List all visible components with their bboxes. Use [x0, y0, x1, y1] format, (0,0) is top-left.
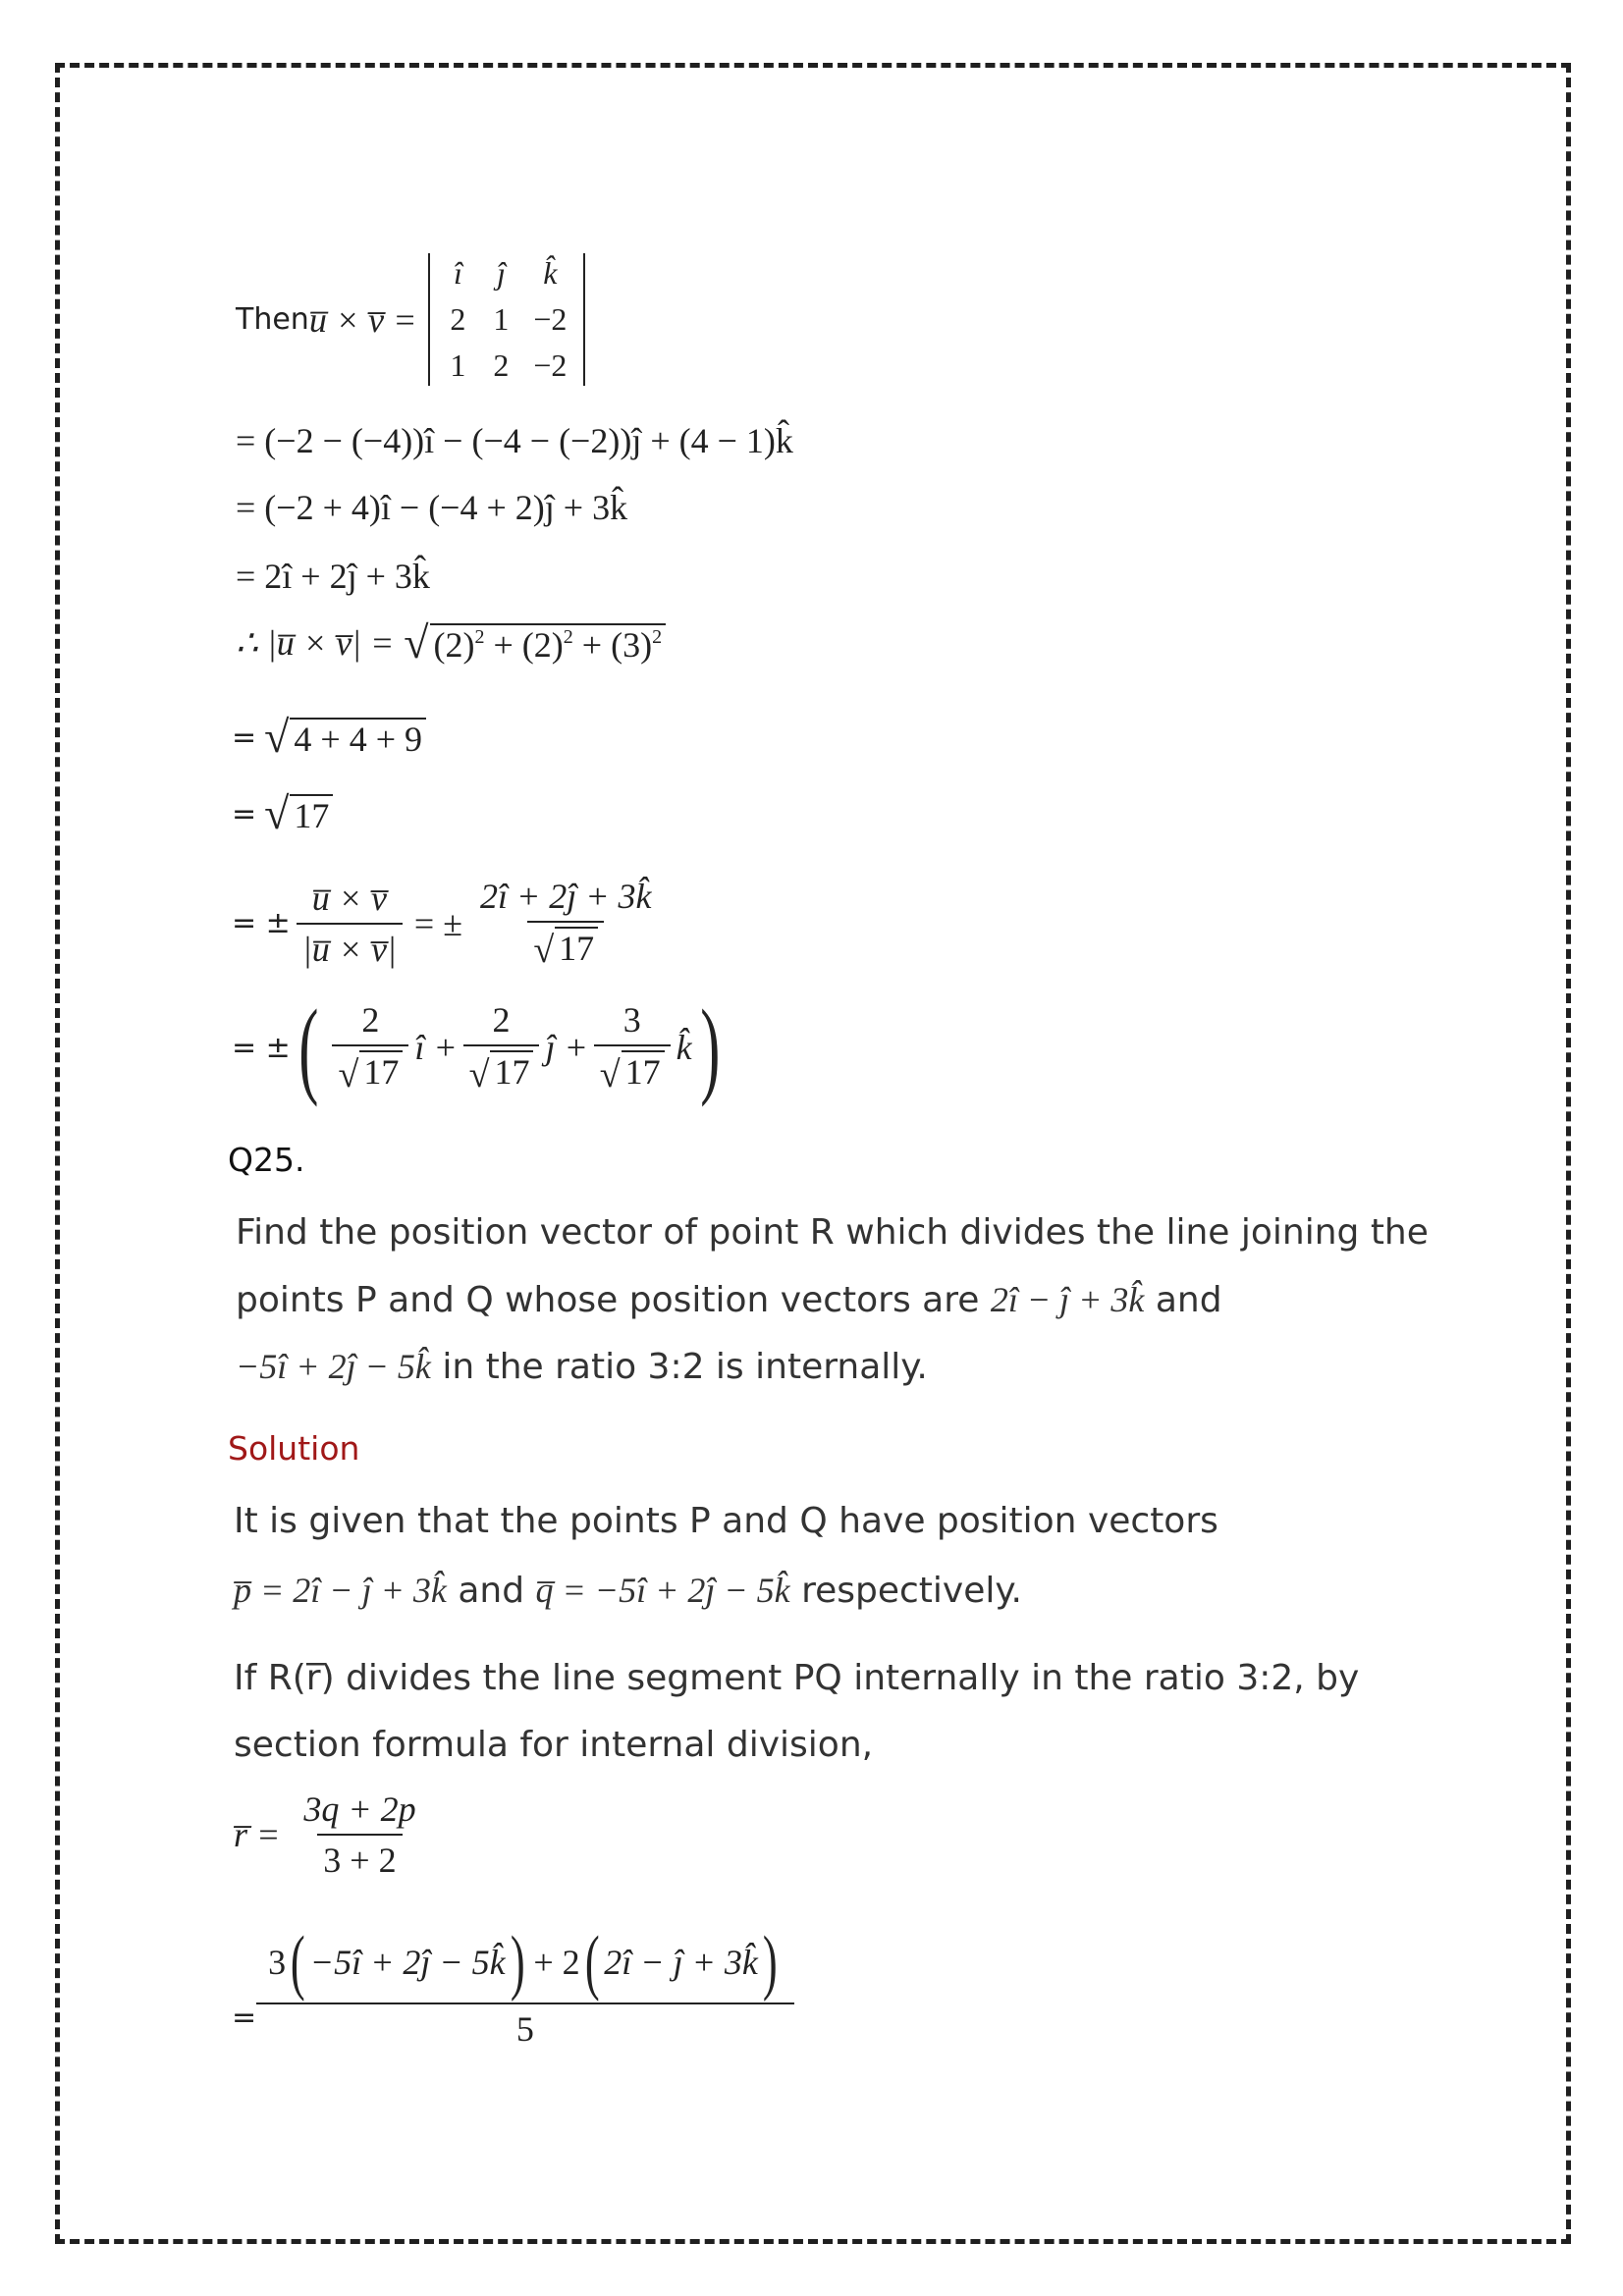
radicand: 17	[555, 927, 598, 969]
question-line-3	[236, 1333, 928, 1401]
numerator	[262, 1922, 787, 2002]
right-paren-icon: )	[762, 1922, 778, 2002]
det-cell: 1	[493, 301, 510, 337]
fraction	[332, 999, 408, 1095]
radicand: 4 + 4 + 9	[290, 718, 426, 760]
cross-lhs: u̅ × v̅ =	[308, 299, 417, 340]
unit-i: î +	[414, 1028, 458, 1067]
solution-line-4: section formula for internal division,	[234, 1725, 874, 1765]
radical	[469, 1050, 534, 1093]
radical	[600, 1050, 665, 1093]
det-cell: −2	[533, 301, 568, 337]
right-paren-icon: )	[699, 988, 721, 1107]
r-lhs: r̅ =	[234, 1815, 281, 1854]
vector-p: 2î − ĵ + 3k̂	[604, 1943, 758, 1982]
sqrt-icon: √	[599, 1053, 621, 1095]
math-expression: −5î + 2ĵ − 5k̂	[236, 1347, 431, 1386]
magnitude-step-sum	[232, 712, 426, 762]
term: + (3)	[581, 624, 653, 665]
fraction	[297, 878, 403, 970]
unit-vector-line	[232, 876, 664, 971]
coefficient: + 2	[533, 1943, 580, 1982]
text: and	[446, 1571, 536, 1611]
then-label: Then	[236, 302, 309, 337]
radical	[533, 927, 598, 972]
radicand	[430, 623, 667, 666]
magnitude-line	[236, 617, 666, 667]
unit-k: k̂	[676, 1028, 692, 1067]
question-line-2	[236, 1266, 1222, 1334]
text: points P and Q whose position vectors are	[236, 1280, 991, 1320]
question-label: Q25.	[228, 1141, 305, 1179]
plus-minus: = ±	[232, 906, 291, 941]
numerator: u̅ × v̅	[311, 878, 387, 918]
plus-minus: = ±	[413, 903, 462, 943]
det-cell: ĵ	[496, 255, 506, 291]
exp: 2	[563, 625, 573, 648]
sqrt-icon: √	[264, 712, 290, 762]
math-expression: p̅ = 2î − ĵ + 3k̂	[234, 1571, 447, 1610]
equals-sign: =	[232, 796, 257, 831]
numerator: 2î + 2ĵ + 3k̂	[479, 877, 652, 916]
radicand: 17	[359, 1050, 403, 1093]
coefficient: 3	[268, 1943, 287, 1982]
numerator: 3q + 2p	[303, 1789, 416, 1829]
det-cell: 2	[493, 347, 510, 383]
left-paren-icon: (	[298, 988, 319, 1107]
sqrt-icon: √	[468, 1053, 490, 1095]
expansion-step-2: = (−2 + 4)î − (−4 + 2)ĵ + 3k̂	[236, 488, 628, 527]
determinant-matrix	[428, 253, 585, 386]
numerator: 2	[361, 1000, 380, 1041]
expansion-step-3: = 2î + 2ĵ + 3k̂	[236, 557, 430, 596]
math-expression: q̅ = −5î + 2ĵ − 5k̂	[535, 1571, 790, 1610]
left-paren-icon: (	[291, 1922, 305, 2002]
term: + (2)	[493, 624, 564, 665]
radicand: 17	[290, 794, 333, 836]
radical	[264, 712, 426, 762]
det-cell: k̂	[543, 255, 558, 291]
radical	[264, 788, 333, 838]
vector-q: −5î + 2ĵ − 5k̂	[309, 1943, 506, 1982]
sqrt-icon: √	[264, 788, 290, 838]
expansion-step-1: = (−2 − (−4))î − (−4 − (−2))ĵ + (4 − 1)k̂	[236, 421, 793, 460]
text: respectively.	[789, 1571, 1022, 1611]
denominator	[527, 921, 604, 971]
sqrt-icon: √	[533, 930, 555, 972]
sqrt-icon: √	[404, 617, 429, 667]
numerator: 3	[622, 1000, 641, 1041]
term: (2)	[433, 624, 475, 665]
solution-line-1: It is given that the points P and Q have position vectors	[234, 1501, 1218, 1541]
unit-vector-components	[232, 988, 728, 1107]
solution-label: Solution	[228, 1429, 360, 1468]
denominator: |u̅ × v̅|	[297, 923, 403, 970]
radical	[338, 1050, 403, 1093]
denominator: 5	[256, 2002, 793, 2050]
right-paren-icon: )	[510, 1922, 525, 2002]
solution-line-2	[234, 1557, 1022, 1625]
det-cell: î	[453, 255, 462, 291]
text: in the ratio 3:2 is internally.	[430, 1347, 928, 1387]
fraction	[474, 876, 658, 971]
cross-product-determinant	[236, 253, 585, 386]
radicand: 17	[622, 1050, 665, 1093]
text: and	[1144, 1280, 1222, 1320]
magnitude-lhs: ∴ |u̅ × v̅| =	[236, 623, 395, 663]
math-expression: 2î − ĵ + 3k̂	[990, 1280, 1145, 1319]
question-line-1: Find the position vector of point R which divides the line joining the	[236, 1212, 1429, 1253]
solution-line-3: If R(r̅) divides the line segment PQ internally in the ratio 3:2, by	[234, 1658, 1360, 1698]
section-formula	[234, 1789, 428, 1881]
plus-minus: = ±	[232, 1030, 291, 1065]
section-formula-substitution	[232, 1922, 794, 2050]
exp: 2	[474, 625, 485, 648]
fraction	[594, 999, 671, 1095]
denominator: 3 + 2	[317, 1834, 402, 1881]
sqrt-icon: √	[338, 1053, 359, 1095]
fraction	[463, 999, 540, 1095]
magnitude-radical	[404, 617, 666, 667]
left-paren-icon: (	[584, 1922, 600, 2002]
equals-sign: =	[232, 720, 257, 755]
det-cell: −2	[533, 347, 568, 383]
unit-j: ĵ +	[545, 1028, 588, 1067]
fraction	[298, 1789, 421, 1881]
exp: 2	[652, 625, 663, 648]
fraction	[262, 1922, 787, 2050]
equals-sign: =	[232, 2000, 257, 2035]
det-cell: 2	[450, 301, 466, 337]
det-cell: 1	[450, 347, 466, 383]
radicand: 17	[490, 1050, 533, 1093]
numerator: 2	[492, 1000, 511, 1041]
magnitude-step-result	[232, 788, 333, 838]
